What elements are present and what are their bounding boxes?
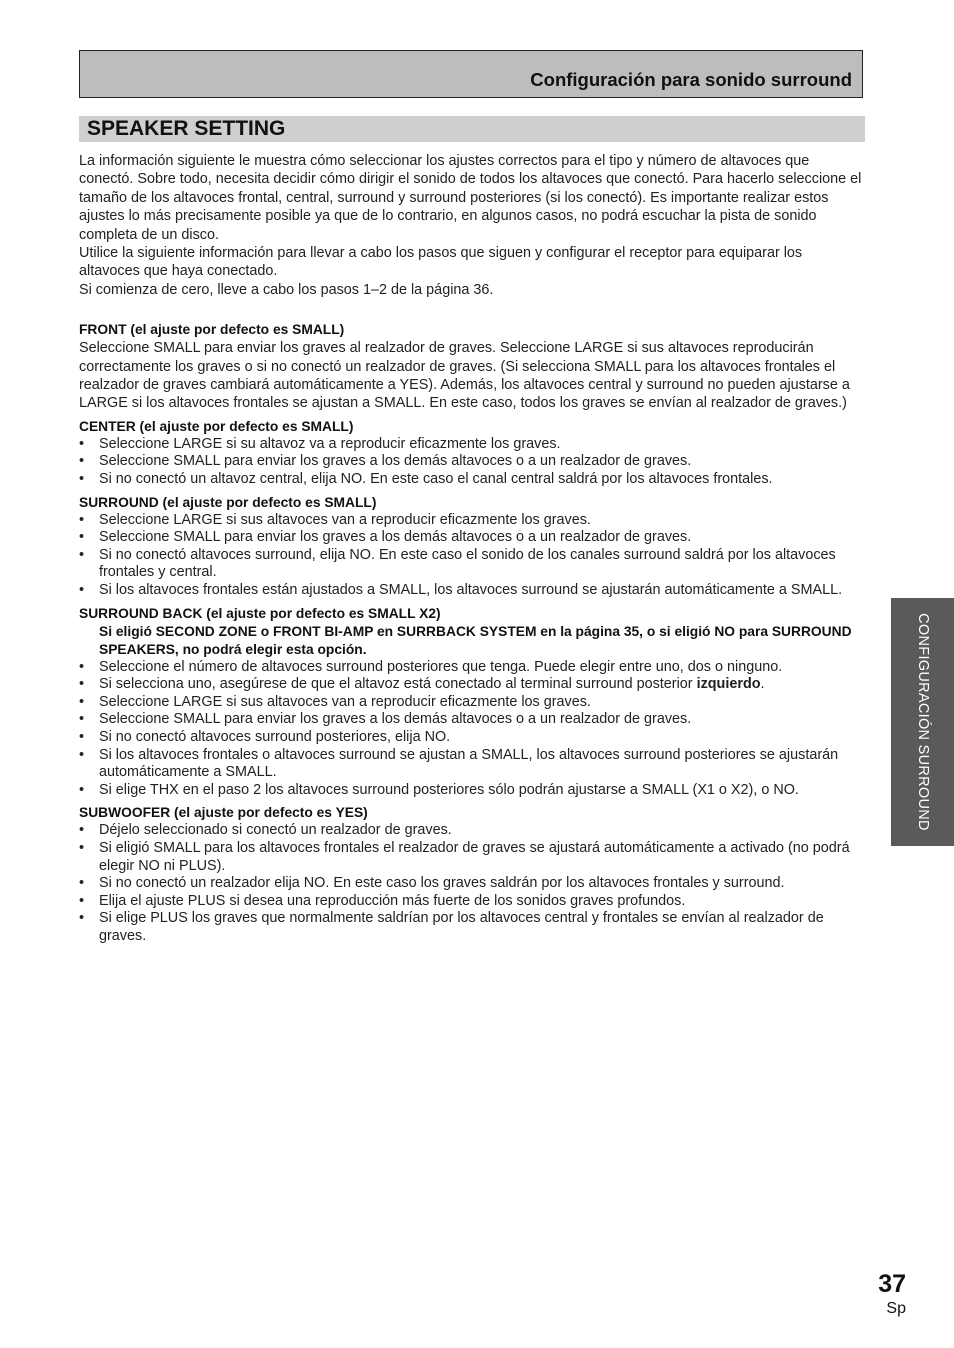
surround-heading: SURROUND (el ajuste por defecto es SMALL)	[79, 494, 377, 510]
subwoofer-list	[79, 822, 865, 945]
list-item: • Elija el ajuste PLUS si desea una reproducción más fuerte de los sonidos graves profundos.	[79, 892, 686, 909]
list-item: • Seleccione el número de altavoces surround posteriores que tenga. Puede elegir entre uno, dos o ninguno.	[79, 658, 783, 675]
list-item: • Seleccione SMALL para enviar los graves a los demás altavoces o a un realzador de graves.	[79, 453, 692, 470]
list-item: • Si elige THX en el paso 2 los altavoces surround posteriores sólo podrán ajustarse a SMALL (X1 o X2), o NO.	[79, 781, 799, 798]
surround-back-heading: SURROUND BACK (el ajuste por defecto es SMALL X2)	[79, 605, 441, 621]
chapter-title: Configuración para sonido surround	[530, 69, 852, 90]
list-item: • Seleccione LARGE si su altavoz va a reproducir eficazmente los graves.	[79, 435, 561, 452]
list-item: • Si no conectó un realzador elija NO. En este caso los graves saldrán por los altavoces frontales y surround.	[79, 875, 785, 892]
list-item: • Seleccione SMALL para enviar los graves a los demás altavoces o a un realzador de graves.	[79, 529, 692, 546]
main-content	[79, 152, 865, 946]
list-item: • Si los altavoces frontales están ajustados a SMALL, los altavoces surround se ajustarán automáticamente a SMALL.	[79, 582, 843, 599]
intro-text	[79, 152, 865, 299]
chapter-side-tab	[891, 598, 954, 846]
front-text: Seleccione SMALL para enviar los graves al realzador de graves. Seleccione LARGE si sus altavoces reproducirán correctamente los graves o si no conectó un realzador de graves. (Si selecciona SMALL para los altavoces frontales el realzador de graves cambiará automáticamente a YES). Además, los altavoces central y surround no pueden ajustarse a LARGE si los altavoces frontales se ajustan a SMALL. En este caso, todos los graves se envían al realzador de graves.)	[79, 340, 850, 412]
list-item: • Seleccione SMALL para enviar los graves a los demás altavoces o a un realzador de graves.	[79, 711, 692, 728]
center-list	[79, 436, 865, 489]
page-language: Sp	[886, 1300, 906, 1317]
chapter-header	[79, 50, 863, 98]
page-number: 37	[878, 1270, 906, 1298]
list-item: • Seleccione LARGE si sus altavoces van a reproducir eficazmente los graves.	[79, 511, 591, 528]
emphasis-text: izquierdo	[696, 676, 761, 693]
center-heading: CENTER (el ajuste por defecto es SMALL)	[79, 418, 354, 434]
list-item: • Si eligió SMALL para los altavoces frontales el realzador de graves se ajustará automáticamente a activado (no podrá elegir NO ni PLUS).	[79, 839, 850, 874]
surround-list	[79, 512, 865, 600]
intro-paragraph: Si comienza de cero, lleve a cabo los pasos 1–2 de la página 36.	[79, 281, 494, 298]
list-item: • Seleccione LARGE si sus altavoces van a reproducir eficazmente los graves.	[79, 693, 591, 710]
list-item: • Si elige PLUS los graves que normalmente saldrían por los altavoces central y frontales se envían al realzador de graves.	[79, 910, 824, 944]
list-item: • Si selecciona uno, asegúrese de que el altavoz está conectado al terminal surround posterior izquierdo.	[79, 676, 765, 693]
list-item: • Si no conectó un altavoz central, elija NO. En este caso el canal central saldrá por los altavoces frontales.	[79, 471, 773, 488]
list-item: • Si no conectó altavoces surround posteriores, elija NO.	[79, 729, 451, 745]
section-heading-bar	[79, 116, 865, 142]
subwoofer-heading: SUBWOOFER (el ajuste por defecto es YES)	[79, 805, 368, 821]
intro-paragraph: La información siguiente le muestra cómo seleccionar los ajustes correctos para el tipo y número de altavoces que conectó. Sobre todo, necesita decidir cómo dirigir el sonido de todos los altavoces que conectó. Para hacerlo seleccione el tamaño de los altavoces frontal, central, surround y surround posteriores (si los conectó). Es importante realizar estos ajustes lo más precisamente posible ya que de lo contrario, en algunos casos, no podrá escuchar la pista de sonido completa de un disco.	[79, 153, 862, 243]
section-title: SPEAKER SETTING	[87, 117, 286, 140]
list-item: • Déjelo seleccionado si conectó un realzador de graves.	[79, 822, 452, 839]
side-tab-label: CONFIGURACIÓN SURROUND	[914, 613, 931, 831]
list-item: • Si los altavoces frontales o altavoces surround se ajustan a SMALL, los altavoces surround posteriores se ajustarán automáticamente a SMALL.	[79, 746, 839, 781]
front-heading: FRONT (el ajuste por defecto es SMALL)	[79, 322, 345, 338]
surround-back-note: Si eligió SECOND ZONE o FRONT BI-AMP en SURRBACK SYSTEM en la página 35, o si eligió NO para SURROUND SPEAKERS, no podrá elegir esta opción.	[99, 623, 852, 657]
intro-paragraph: Utilice la siguiente información para llevar a cabo los pasos que siguen y configurar el receptor para equiparar los altavoces que haya conectado.	[79, 245, 803, 280]
surround-back-list	[79, 659, 865, 800]
list-item: • Si no conectó altavoces surround, elija NO. En este caso el sonido de los canales surround saldrá por los altavoces frontales y central.	[79, 546, 836, 581]
